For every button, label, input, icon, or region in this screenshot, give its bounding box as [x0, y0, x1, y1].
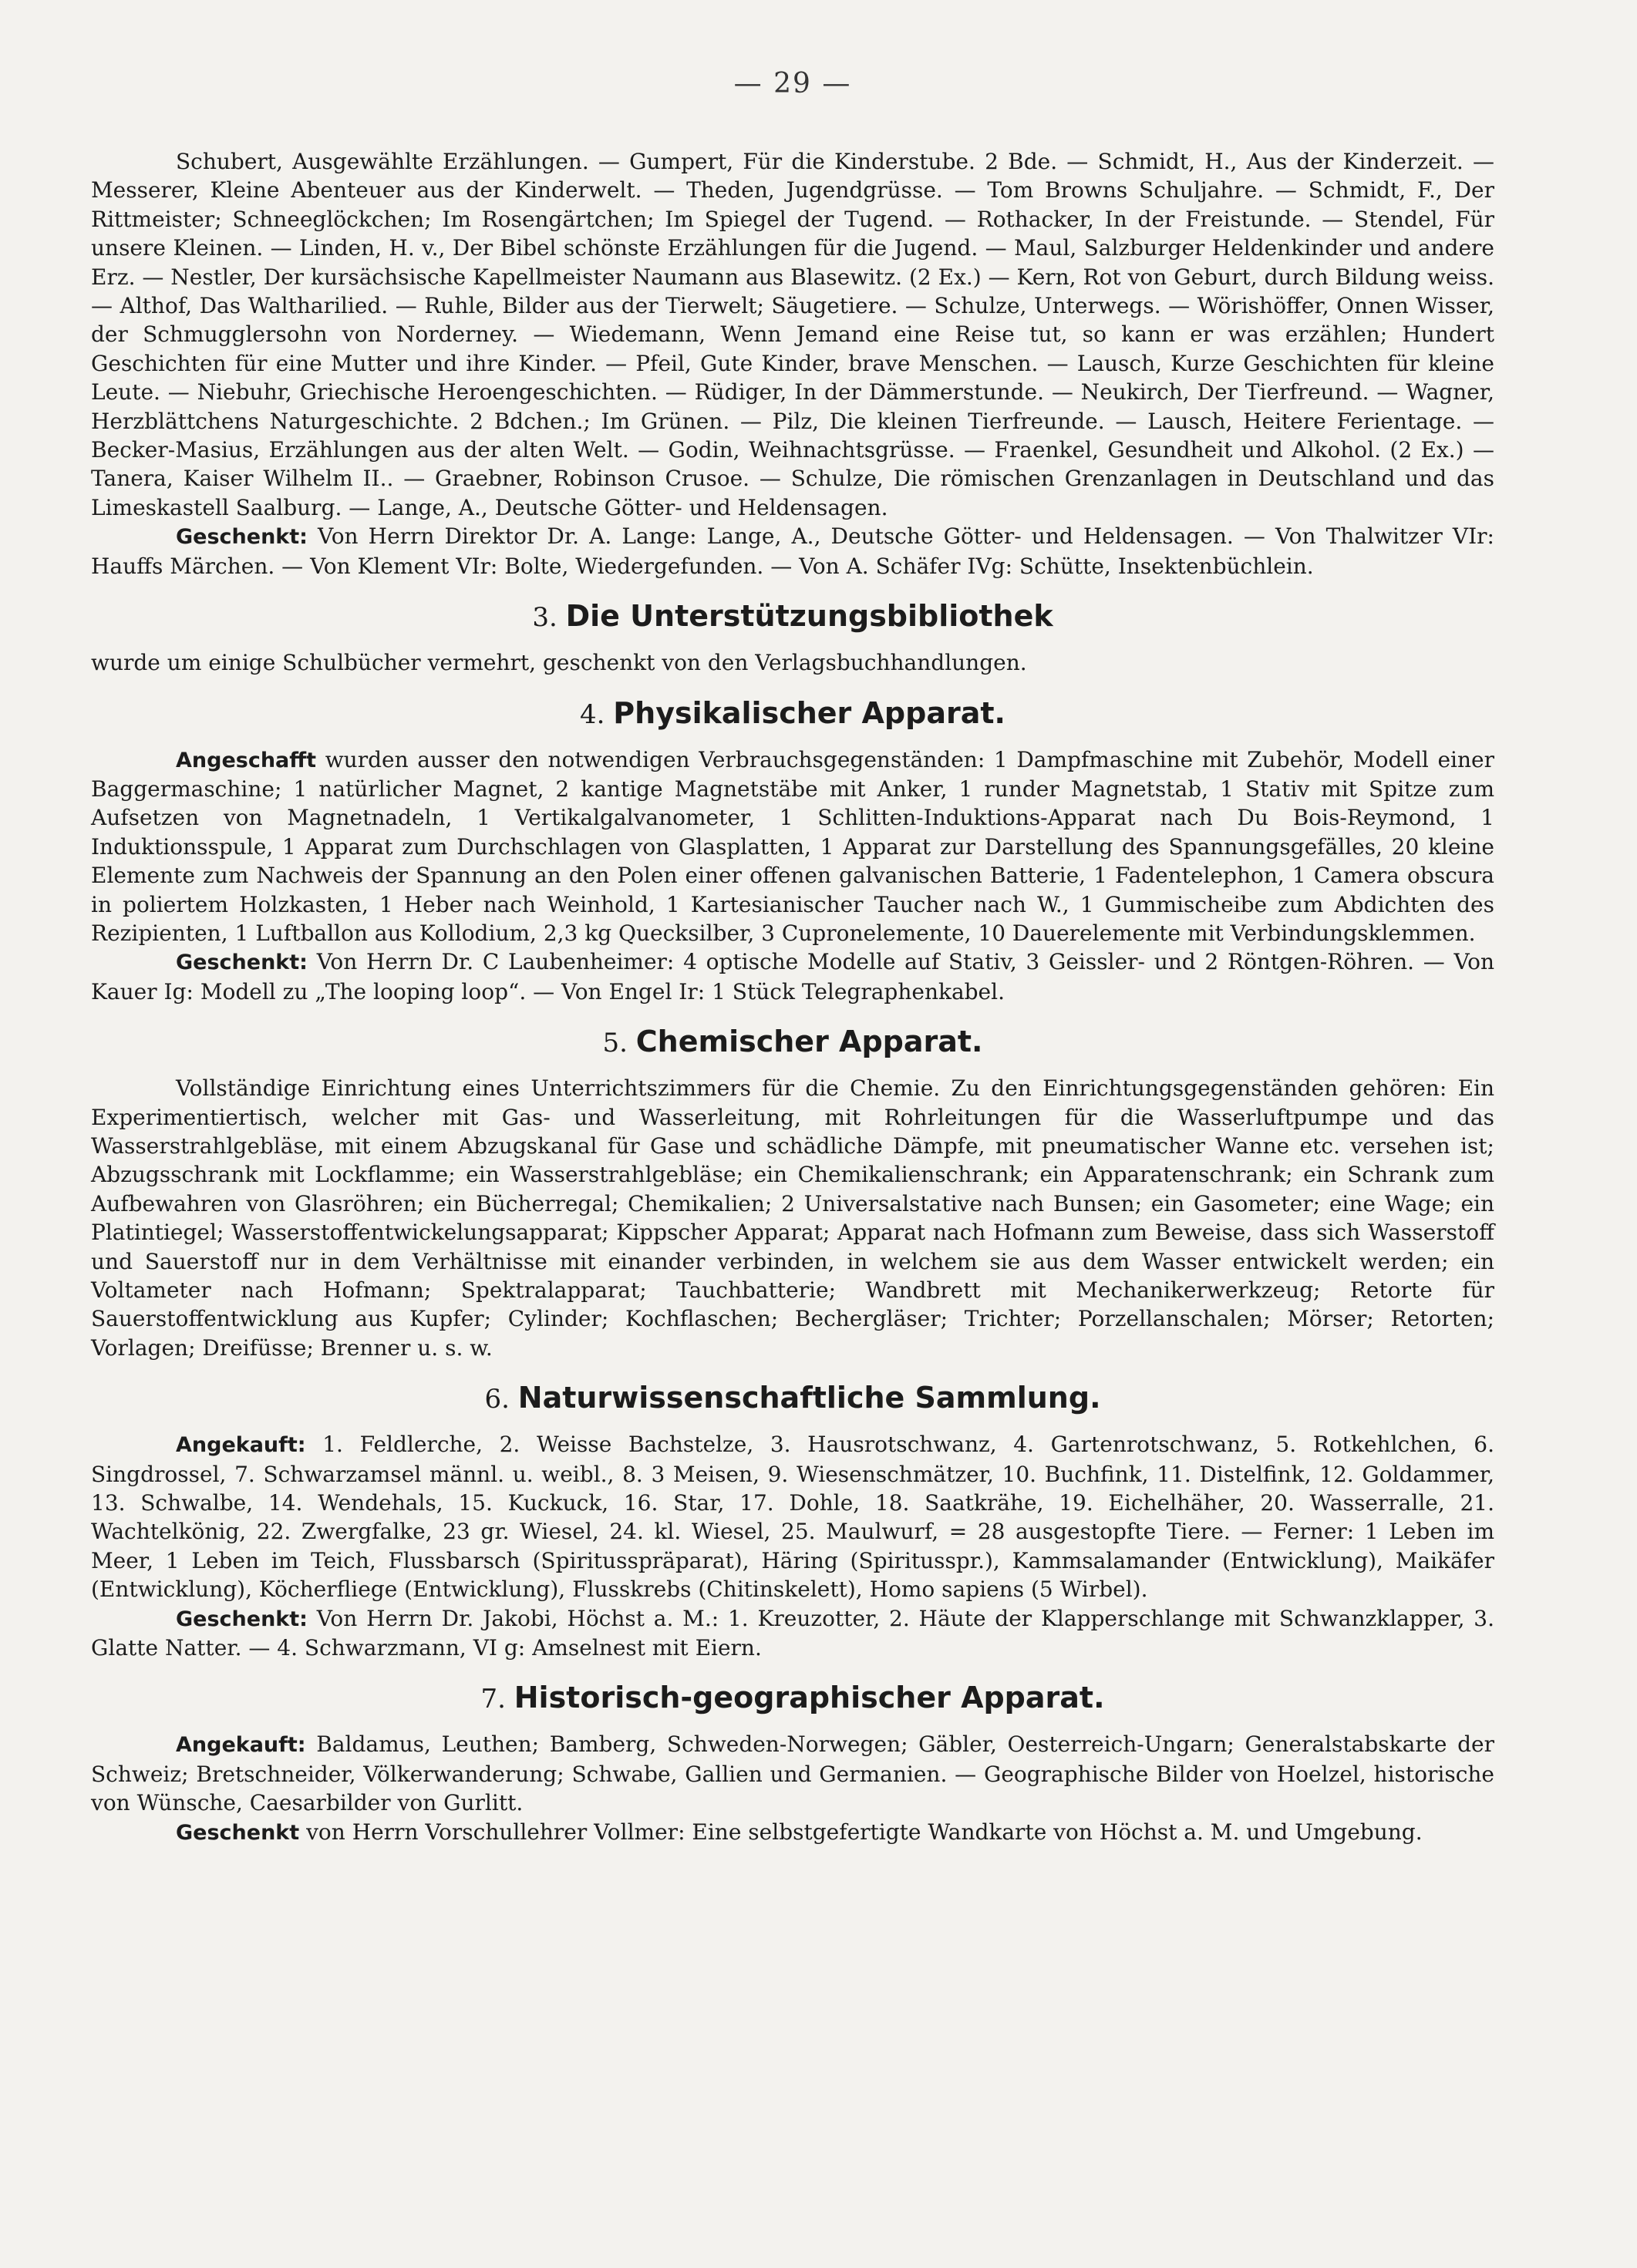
purchased-label: Angeschafft — [176, 748, 317, 772]
gift-label: Geschenkt — [176, 1820, 300, 1845]
purchased-text: 1. Feldlerche, 2. Weisse Bachstelze, 3. Hausrotschwanz, 4. Gartenrotschwanz, 5. Rotkehlchen, 6. Singdrossel, 7. Schwarzamsel männl. u. weibl., 8. 3 Meisen, 9. Wiesenschmätzer, 10. Buchfink, 11. Distelfink, 12. Goldammer, 13. Schwalbe, 14. Wendehals, 15. Kuckuck, 16. Star, 17. Dohle, 18. Saatkrähe, 19. Eichelhäher, 20. Wasserralle, 21. Wachtelkönig, 22. Zwergfalke, 23 gr. Wiesel, 24. kl. Wiesel, 25. Maulwurf, = 28 ausgestopfte Tiere. — Ferner: 1 Leben im Meer, 1 Leben im Teich, Flussbarsch (Spiritusspräparat), Häring (Spiritusspr.), Kammsalamander (Entwicklung), Maikäfer (Entwicklung), Köcherfliege (Entwicklung), Flusskrebs (Chitinskelett), Homo sapiens (5 Wirbel). — [91, 1432, 1494, 1603]
purchased-text: wurden ausser den notwendigen Verbrauchsgegenständen: 1 Dampfmaschine mit Zubehör, Modell einer Baggermaschine; 1 natürlicher Magnet, 2 kantige Magnetstäbe mit Anker, 1 runder Magnetstab, 1 Stativ mit Spitze zum Aufsetzen von Magnetnadeln, 1 Vertikalgalvanometer, 1 Schlitten-Induktions-Apparat nach Du Bois-Reymond, 1 Induktionsspule, 1 Apparat zum Durchschlagen von Glasplatten, 1 Apparat zur Darstellung des Spannungsgefälles, 20 kleine Elemente zum Nachweis der Spannung an den Polen einer offenen galvanischen Batterie, 1 Fadentelephon, 1 Camera obscura in poliertem Holzkasten, 1 Heber nach Weinhold, 1 Kartesianischer Taucher nach W., 1 Gummischeibe zum Abdichten des Rezipienten, 1 Luftballon aus Kollodium, 2,3 kg Quecksilber, 3 Cupronelemente, 10 Dauerelemente mit Verbindungsklemmen. — [91, 746, 1494, 946]
gift-label: Geschenkt: — [176, 951, 308, 975]
section-number: 7. — [480, 1684, 506, 1715]
purchased-label: Angekauft: — [176, 1433, 306, 1458]
gift-text: von Herrn Vorschullehrer Vollmer: Eine selbstgefertigte Wandkarte von Höchst a. M. und Umgebung. — [306, 1819, 1423, 1845]
section-4-gifted — [91, 947, 1494, 1006]
section-4-purchased — [91, 745, 1494, 948]
purchased-text: Baldamus, Leuthen; Bamberg, Schweden-Norwegen; Gäbler, Oesterreich-Ungarn; Generalstabskarte der Schweiz; Bretschneider, Völkerwanderung; Schwabe, Gallien und Germanien. — Geographische Bilder von Hoelzel, historische von Wünsche, Caesarbilder von Gurlitt. — [91, 1731, 1494, 1816]
section-title: Historisch-geographischer Apparat. — [514, 1681, 1105, 1715]
page-number: — 29 — — [733, 68, 852, 99]
section-title: Die Unterstützungsbibliothek — [565, 599, 1053, 634]
section-7-purchased — [91, 1730, 1494, 1817]
section-number: 6. — [484, 1384, 510, 1415]
section-heading-7 — [91, 1681, 1494, 1716]
section-6-gifted — [91, 1604, 1494, 1663]
gift-text: Von Herrn Dr. Jakobi, Höchst a. M.: 1. Kreuzotter, 2. Häute der Klapperschlange mit Schwanzklapper, 3. Glatte Natter. — 4. Schwarzmann, VI g: Amselnest mit Eiern. — [91, 1605, 1494, 1661]
section-heading-5 — [91, 1025, 1494, 1060]
intro-book-list: Schubert, Ausgewählte Erzählungen. — Gumpert, Für die Kinderstube. 2 Bde. — Schmidt, H., Aus der Kinderzeit. — Messerer, Kleine Abenteuer aus der Kinderwelt. — Theden, Jugendgrüsse. — Tom Browns Schuljahre. — Schmidt, F., Der Rittmeister; Schneeglöckchen; Im Rosengärtchen; Im Spiegel der Tugend. — Rothacker, In der Freistunde. — Stendel, Für unsere Kleinen. — Linden, H. v., Der Bibel schönste Erzählungen für die Jugend. — Maul, Salzburger Heldenkinder und andere Erz. — Nestler, Der kursächsische Kapellmeister Naumann aus Blasewitz. (2 Ex.) — Kern, Rot von Geburt, durch Bildung weiss. — Althof, Das Waltharilied. — Ruhle, Bilder aus der Tierwelt; Säugetiere. — Schulze, Unterwegs. — Wörishöffer, Onnen Wisser, der Schmugglersohn von Norderney. — Wiedemann, Wenn Jemand eine Reise tut, so kann er was erzählen; Hundert Geschichten für eine Mutter und ihre Kinder. — Pfeil, Gute Kinder, brave Menschen. — Lausch, Kurze Geschichten für kleine Leute. — Niebuhr, Griechische Heroengeschichten. — Rüdiger, In der Dämmerstunde. — Neukirch, Der Tierfreund. — Wagner, Herzblättchens Naturgeschichte. 2 Bdchen.; Im Grünen. — Pilz, Die kleinen Tierfreunde. — Lausch, Heitere Ferientage. — Becker-Masius, Erzählungen aus der alten Welt. — Godin, Weihnachtsgrüsse. — Fraenkel, Gesundheit und Alkohol. (2 Ex.) — Tanera, Kaiser Wilhelm II.. — Graebner, Robinson Crusoe. — Schulze, Die römischen Grenzanlagen in Deutschland und das Limeskastell Saalburg. — Lange, A., Deutsche Götter- und Heldensagen. — [91, 149, 1494, 520]
gift-label: Geschenkt: — [176, 525, 308, 550]
section-3-text: wurde um einige Schulbücher vermehrt, geschenkt von den Verlagsbuchhandlungen. — [91, 650, 1027, 676]
section-title: Chemischer Apparat. — [635, 1025, 983, 1059]
section-5-text: Vollständige Einrichtung eines Unterrichtszimmers für die Chemie. Zu den Einrichtungsgegenständen gehören: Ein Experimentiertisch, welcher mit Gas- und Wasserleitung, mit Rohrleitungen für die Wasserluftpumpe und das Wasserstrahlgebläse, mit einem Abzugskanal für Gase und schädliche Dämpfe, mit pneumatischer Wanne etc. versehen ist; Abzugsschrank mit Lockflamme; ein Wasserstrahlgebläse; ein Chemikalienschrank; ein Apparatenschrank; ein Schrank zum Aufbewahren von Glasröhren; ein Bücherregal; Chemikalien; 2 Universalstative nach Bunsen; ein Gasometer; eine Wage; ein Platintiegel; Wasserstoffentwickelungsapparat; Kippscher Apparat; Apparat nach Hofmann zum Beweise, dass sich Wasserstoff und Sauerstoff nur in dem Verhältnisse mit einander verbinden, in welchem sie aus dem Wasser entwickelt werden; ein Voltameter nach Hofmann; Spektralapparat; Tauchbatterie; Wandbrett mit Mechanikerwerkzeug; Retorte für Sauerstoffentwicklung aus Kupfer; Cylinder; Kochflaschen; Bechergläser; Trichter; Porzellanschalen; Mörser; Retorten; Vorlagen; Dreifüsse; Brenner u. s. w. — [91, 1075, 1494, 1361]
section-heading-3 — [91, 599, 1494, 634]
section-number: 4. — [580, 698, 605, 730]
gift-label: Geschenkt: — [176, 1607, 308, 1631]
intro-gift-paragraph — [91, 522, 1494, 580]
section-7-gifted — [91, 1818, 1494, 1847]
section-heading-6 — [91, 1381, 1494, 1416]
section-number: 5. — [602, 1028, 628, 1059]
purchased-label: Angekauft: — [176, 1733, 306, 1758]
section-title: Naturwissenschaftliche Sammlung. — [517, 1381, 1101, 1415]
gift-text: Von Herrn Dr. C Laubenheimer: 4 optische Modelle auf Stativ, 3 Geissler- und 2 Röntgen-Röhren. — Von Kauer Ig: Modell zu „The looping loop“. — Von Engel Ir: 1 Stück Telegraphenkabel. — [91, 949, 1495, 1004]
section-heading-4 — [91, 696, 1494, 732]
section-number: 3. — [532, 602, 557, 634]
section-6-purchased — [91, 1430, 1494, 1603]
section-title: Physikalischer Apparat. — [613, 695, 1005, 730]
gift-text: Von Herrn Direktor Dr. A. Lange: Lange, A., Deutsche Götter- und Heldensagen. — Von Thalwitzer VIr: Hauffs Märchen. — Von Klement VIr: Bolte, Wiedergefunden. — Von A. Schäfer IVg: Schütte, Insektenbüchlein. — [91, 523, 1494, 579]
